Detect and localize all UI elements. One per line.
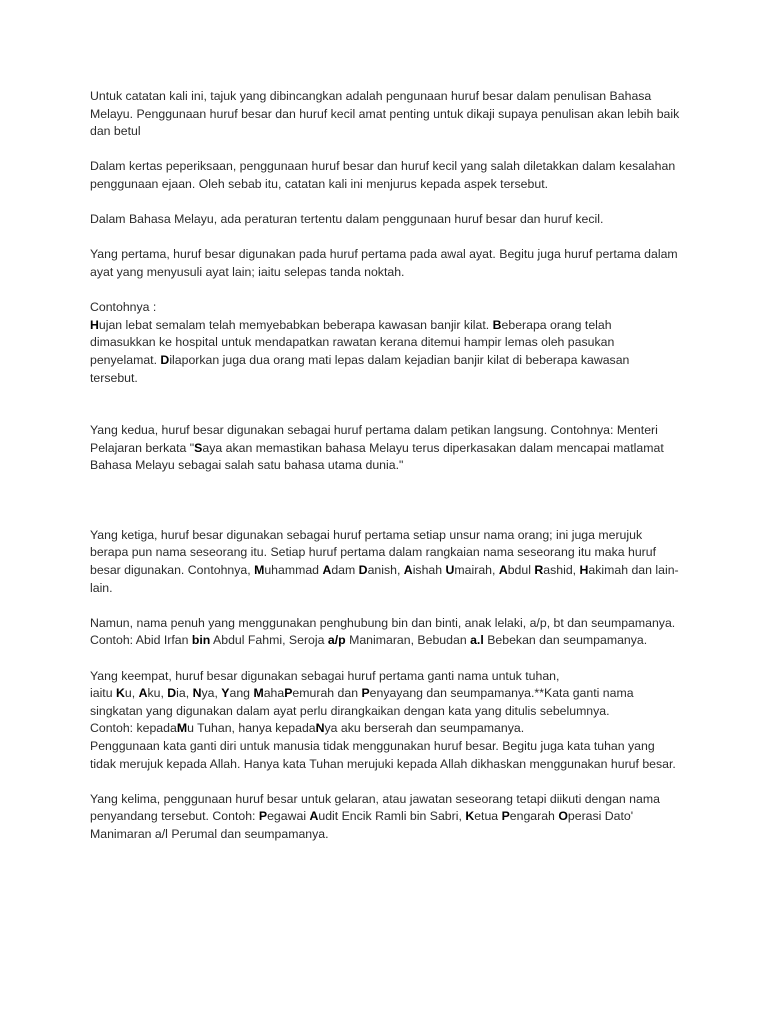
text-run: Yang kelima, penggunaan huruf besar untuk gelaran, atau jawatan seseorang tetapi diikuti dengan nama penyandang tersebut. Contoh: [90,791,660,824]
bold-letter: P [284,686,293,701]
bold-letter: P [501,809,510,824]
bold-letter: D [167,686,177,701]
paragraph-intro: Untuk catatan kali ini, tajuk yang dibincangkan adalah pengunaan huruf besar dalam penulisan Bahasa Melayu. Penggunaan huruf besar dan huruf kecil amat penting untuk dikaji supaya penulisan akan lebih baik dan betul [90,89,680,139]
paragraph-rule-2 [90,422,680,475]
text-run: Contoh: kepada [90,721,177,736]
bold-letter: M [253,686,264,701]
bold-letter: S [194,440,203,455]
paragraph-exam: Dalam kertas peperiksaan, penggunaan huruf besar dan huruf kecil yang salah diletakkan dalam kesalahan penggunaan ejaan. Oleh sebab itu, catatan kali ini menjurus kepada aspek tersebut. [90,159,676,191]
paragraph-rules: Dalam Bahasa Melayu, ada peraturan tertentu dalam penggunaan huruf besar dan huruf kecil. [90,212,604,227]
text-line: Penggunaan kata ganti diri untuk manusia tidak menggunakan huruf besar. Begitu juga kata tuhan yang tidak merujuk kepada Allah. Hanya kata Tuhan merujuki kepada Allah dikhaskan menggunakan huruf besar. [90,739,676,771]
text-run: Bebekan dan seumpamanya. [483,633,648,648]
bold-letter: M [254,563,265,578]
bold-word: bin [191,633,211,648]
bold-letter: Y [221,686,230,701]
text-run: udit Encik Ramli bin Sabri, [318,809,466,824]
paragraph-rule-3 [90,527,680,597]
bold-letter: A [498,563,508,578]
text-run: Manimaran, Bebudan [345,633,471,648]
bold-letter: K [465,809,475,824]
text-line [90,720,680,738]
bold-letter: P [258,809,268,824]
text-line: Yang keempat, huruf besar digunakan sebagai huruf pertama ganti nama untuk tuhan, [90,668,560,683]
text-run: perasi Dato' Manimaran a/l Perumal dan seumpamanya. [90,809,634,841]
text-run: aha [263,686,285,701]
text-run: iaitu [90,686,116,701]
text-run: enyayang dan seumpamanya.**Kata ganti nama singkatan yang digunakan dalam ayat perlu dirangkaikan dengan kata yang ditulis sebelumnya. [90,686,634,718]
bold-letter: U [445,563,455,578]
text-run: ya, [201,686,222,701]
text-run: ujan lebat semalam telah memyebabkan beberapa kawasan banjir kilat. [98,317,493,332]
text-run: u, [124,686,139,701]
bold-letter: H [90,317,99,332]
paragraph-rule-1: Yang pertama, huruf besar digunakan pada huruf pertama pada awal ayat. Begitu juga huruf pertama dalam ayat yang menyusuli ayat lain; iaitu selepas tanda noktah. [90,247,678,279]
bold-letter: B [492,317,502,332]
text-run: ishah [412,563,446,578]
bold-letter: A [403,563,413,578]
bold-letter: P [361,686,370,701]
bold-letter: D [160,352,170,367]
text-line [90,685,680,720]
text-run: ang [229,686,254,701]
text-run: ia, [176,686,193,701]
text-run: engarah [509,809,559,824]
bold-letter: H [579,563,589,578]
text-run: ya aku berserah dan seumpamanya. [324,721,525,736]
text-run: eberapa orang telah dimasukkan ke hospital untuk mendapatkan rawatan kerana ditemui hampir lemas oleh pasukan penyelamat. [90,317,615,367]
text-run: Abdul Fahmi, Seroja [210,633,328,648]
document-body [90,88,680,844]
text-run: ku, [147,686,168,701]
bold-letter: A [138,686,148,701]
bold-letter: R [534,563,544,578]
bold-word: a/p [327,633,346,648]
paragraph-bin-binti [90,615,680,650]
text-run: dam [331,563,359,578]
paragraph-rule-4 [90,668,680,774]
text-run: akimah dan lain-lain. [90,563,679,595]
bold-letter: D [358,563,368,578]
bold-letter: M [176,721,188,736]
bold-letter: O [558,809,568,824]
text-run: bdul [507,563,535,578]
bold-letter: N [192,686,202,701]
paragraph-example-1 [90,317,680,387]
text-run: Yang kedua, huruf besar digunakan sebagai huruf pertama dalam petikan langsung. Contohnya: Menteri Pelajaran berkata " [90,423,658,455]
bold-letter: A [309,809,319,824]
bold-letter: K [115,686,125,701]
text-run: etua [474,809,502,824]
text-run: u Tuhan, hanya kepada [187,721,316,736]
text-run: ilaporkan juga dua orang mati lepas dalam kejadian banjir kilat di beberapa kawasan tersebut. [90,352,630,385]
text-run: emurah dan [292,686,362,701]
text-run: uhammad [264,563,323,578]
text-run: aya akan memastikan bahasa Melayu terus diperkasakan dalam mencapai matlamat Bahasa Melayu sebagai salah satu bahasa utama dunia." [90,440,664,473]
text-run: Yang ketiga, huruf besar digunakan sebagai huruf pertama setiap unsur nama orang; ini juga merujuk berapa pun nama seseorang itu. Setiap huruf pertama dalam rangkaian nama seseorang itu maka huruf besar digunakan. Contohnya, [90,527,657,578]
bold-word: a.l [470,633,484,648]
text-run: anish, [367,563,404,578]
text-run: mairah, [454,563,499,578]
paragraph-example-label: Contohnya : [90,300,157,315]
paragraph-rule-5 [90,791,680,844]
text-run: Namun, nama penuh yang menggunakan penghubung bin dan binti, anak lelaki, a/p, bt dan seumpamanya. Contoh: Abid Irfan [90,615,676,648]
bold-letter: A [322,563,332,578]
text-run: ashid, [543,563,580,578]
bold-letter: N [315,721,325,736]
text-run: egawai [267,809,310,824]
